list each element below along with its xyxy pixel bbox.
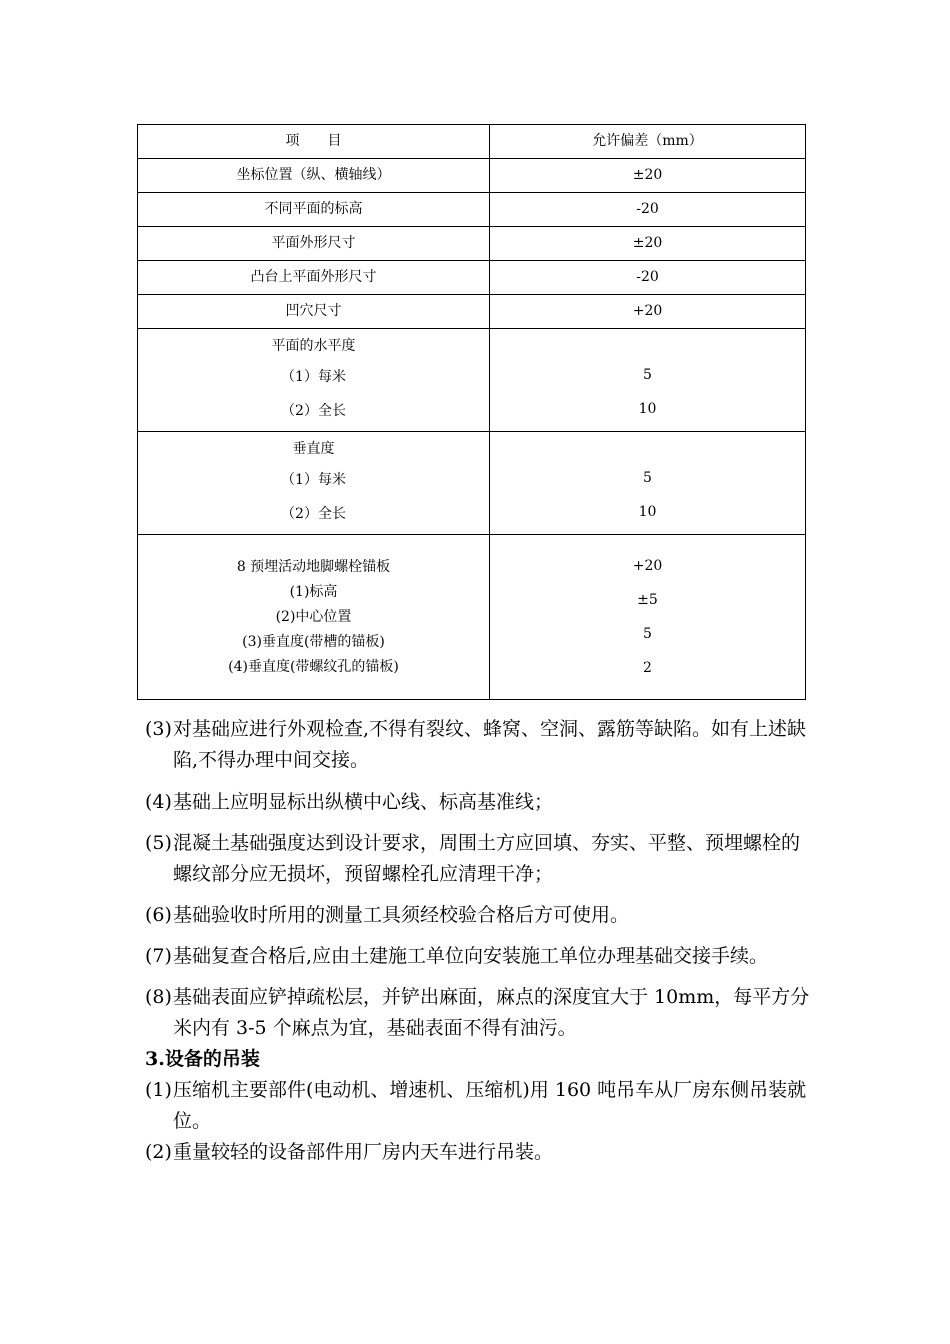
anchor-sub1: (1)标高 [289,583,338,600]
table-header-row [138,125,806,159]
anchor-v3: 5 [643,626,652,642]
row-value: ±20 [490,159,806,193]
list-item [145,714,810,776]
row-item: 凹穴尺寸 [138,295,490,329]
header-tolerance: 允许偏差（mm） [490,125,806,159]
level-sub1: （1）每米 [281,369,346,385]
anchor-value-cell [490,535,806,700]
row-value: +20 [490,295,806,329]
vertical-item-cell [138,432,490,535]
table-row [138,159,806,193]
item-text: 对基础应进行外观检查,不得有裂纹、蜂窝、空洞、露筋等缺陷。如有上述缺陷,不得办理中间交接。 [173,718,807,771]
anchor-item-cell [138,535,490,700]
row-item: 平面外形尺寸 [138,227,490,261]
level-v2: 10 [638,401,657,417]
vertical-v2: 10 [638,504,657,520]
table-row [138,193,806,227]
list-item [145,982,810,1044]
row-value: ±20 [490,227,806,261]
item-number: (7) [145,945,172,967]
list-item [145,787,810,818]
section-heading: 3.设备的吊装 [145,1048,260,1070]
item-text: 压缩机主要部件(电动机、增速机、压缩机)用 160 吨吊车从厂房东侧吊装就位。 [173,1079,807,1132]
row-value: -20 [490,193,806,227]
row-item: 坐标位置（纵、横轴线） [138,159,490,193]
table-row [138,227,806,261]
anchor-v2: ±5 [637,592,658,608]
item-number: (5) [145,832,172,854]
item-number: (1) [145,1079,172,1101]
level-sub2: （2）全长 [281,403,346,419]
table-row-vertical [138,432,806,535]
item-text: 基础验收时所用的测量工具须经校验合格后方可使用。 [173,904,630,926]
list-item [145,828,810,890]
vertical-title: 垂直度 [292,441,335,457]
list-item [145,1075,810,1137]
item-number: (8) [145,986,172,1008]
vertical-v1: 5 [643,470,652,486]
item-number: (2) [145,1141,172,1163]
table-row-anchor [138,535,806,700]
anchor-title: 8 预埋活动地脚螺栓锚板 [236,558,391,575]
table-row [138,261,806,295]
table-row [138,295,806,329]
table-row-level [138,329,806,432]
item-text: 基础表面应铲掉疏松层，并铲出麻面，麻点的深度宜大于 10mm，每平方分米内有 3-5 个麻点为宜，基础表面不得有油污。 [173,986,810,1039]
row-item: 不同平面的标高 [138,193,490,227]
list-item [145,941,810,972]
level-title: 平面的水平度 [271,338,356,354]
list-item [145,900,810,931]
row-value: -20 [490,261,806,295]
anchor-v1: +20 [632,558,663,574]
anchor-sub2: (2)中心位置 [275,608,352,625]
item-text: 重量较轻的设备部件用厂房内天车进行吊装。 [173,1141,554,1163]
body-paragraphs [145,714,810,1168]
level-item-cell [138,329,490,432]
level-value-cell [490,329,806,432]
vertical-value-cell [490,432,806,535]
anchor-sub4: (4)垂直度(带螺纹孔的锚板) [228,658,399,675]
item-text: 基础复查合格后,应由土建施工单位向安装施工单位办理基础交接手续。 [173,945,769,967]
header-item: 项 目 [138,125,490,159]
vertical-sub2: （2）全长 [281,506,346,522]
item-number: (6) [145,904,172,926]
vertical-sub1: （1）每米 [281,472,346,488]
item-number: (3) [145,718,172,740]
item-text: 混凝土基础强度达到设计要求，周围土方应回填、夯实、平整、预埋螺栓的螺纹部分应无损坏，预留螺栓孔应清理干净； [173,832,801,885]
item-number: (4) [145,791,172,813]
list-item [145,1137,810,1168]
level-v1: 5 [643,367,652,383]
row-item: 凸台上平面外形尺寸 [138,261,490,295]
tolerance-table [137,124,806,700]
item-text: 基础上应明显标出纵横中心线、标高基准线； [173,791,554,813]
anchor-sub3: (3)垂直度(带槽的锚板) [242,633,385,650]
anchor-v4: 2 [643,660,652,676]
